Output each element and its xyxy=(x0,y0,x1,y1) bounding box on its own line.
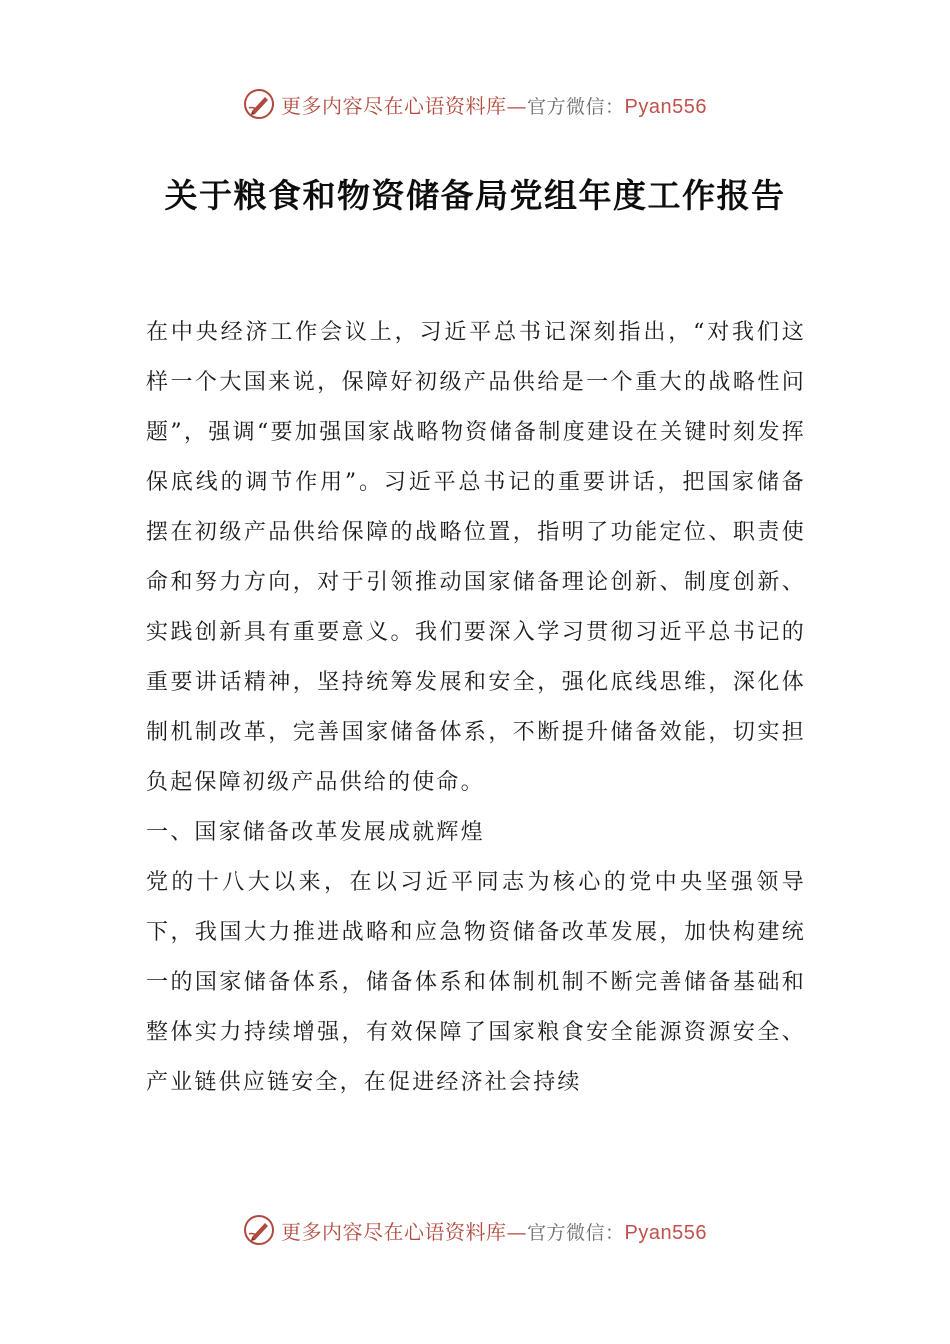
watermark-official-label: 官方微信： xyxy=(527,1221,625,1244)
footer-watermark xyxy=(0,1210,950,1250)
document-body xyxy=(146,308,806,1108)
watermark-account-id: Pyan556 xyxy=(624,95,707,118)
watermark-text xyxy=(281,1216,707,1245)
header-watermark xyxy=(0,84,950,124)
watermark-dash: — xyxy=(506,1219,527,1244)
watermark-brand: 更多内容尽在心语资料库 xyxy=(281,93,507,118)
paragraph: 党的十八大以来，在以习近平同志为核心的党中央坚强领导下，我国大力推进战略和应急物资储备改革发展，加快构建统一的国家储备体系，储备体系和体制机制不断完善储备基础和整体实力持续增强，有效保障了国家粮食安全能源资源安全、产业链供应链安全，在促进经济社会持续 xyxy=(146,870,806,1095)
document-title: 关于粮食和物资储备局党组年度工作报告 xyxy=(164,176,786,215)
pen-logo-icon xyxy=(243,88,275,120)
watermark-text xyxy=(281,90,707,119)
watermark-brand: 更多内容尽在心语资料库 xyxy=(281,1219,507,1244)
pen-logo-icon xyxy=(243,1214,275,1246)
paragraph: 在中央经济工作会议上，习近平总书记深刻指出，“对我们这样一个大国来说，保障好初级产品供给是一个重大的战略性问题”，强调“要加强国家战略物资储备制度建设在关键时刻发挥保底线的调节作用”。习近平总书记的重要讲话，把国家储备摆在初级产品供给保障的战略位置，指明了功能定位、职责使命和努力方向，对于引领推动国家储备理论创新、制度创新、实践创新具有重要意义。我们要深入学习贯彻习近平总书记的重要讲话精神，坚持统筹发展和安全，强化底线思维，深化体制机制改革，完善国家储备体系，不断提升储备效能，切实担负起保障初级产品供给的使命。 xyxy=(146,320,806,795)
watermark-official-label: 官方微信： xyxy=(527,95,625,118)
section-heading: 一、国家储备改革发展成就辉煌 xyxy=(146,820,485,845)
watermark-account-id: Pyan556 xyxy=(624,1221,707,1244)
watermark-dash: — xyxy=(506,93,527,118)
